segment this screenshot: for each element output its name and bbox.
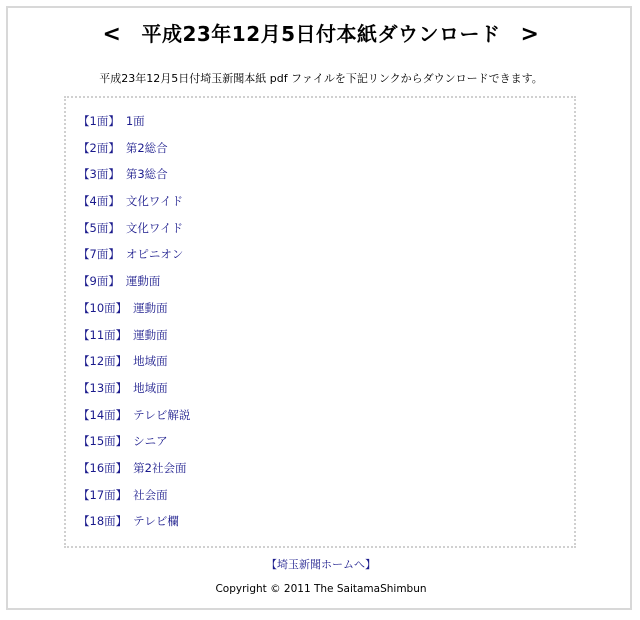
page-section: 運動面	[133, 300, 168, 315]
page-number: 【17面】	[78, 487, 128, 502]
intro-text: 平成23年12月5日付埼玉新聞本紙 pdf ファイルを下記リンクからダウンロードできます。	[99, 72, 543, 85]
page-number: 【12面】	[78, 354, 128, 369]
page-section: 運動面	[125, 274, 161, 289]
page-link[interactable]	[78, 488, 168, 502]
page-number: 【5面】	[78, 220, 120, 235]
page-link[interactable]	[78, 141, 168, 155]
list-item	[78, 459, 190, 486]
page-section: オピニオン	[125, 247, 184, 262]
page-number: 【15面】	[78, 434, 128, 449]
page-number: 【18面】	[78, 514, 128, 529]
page-link[interactable]	[78, 301, 168, 315]
download-list	[78, 112, 190, 539]
list-item	[78, 245, 190, 272]
list-item	[78, 219, 190, 246]
list-item	[78, 299, 190, 326]
page-title: 平成23年12月5日付本紙ダウンロード	[141, 22, 501, 46]
page-number: 【2面】	[78, 140, 120, 155]
page-section: 文化ワイド	[125, 194, 183, 209]
page-link[interactable]	[78, 194, 183, 208]
page-link[interactable]	[78, 514, 179, 528]
download-list-box	[64, 96, 576, 548]
page-section: 地域面	[133, 380, 168, 395]
list-item	[78, 406, 190, 433]
page-link[interactable]	[78, 328, 168, 342]
list-item	[78, 432, 190, 459]
page-link[interactable]	[78, 221, 183, 235]
page-number: 【3面】	[78, 167, 120, 182]
list-item	[78, 165, 190, 192]
list-item	[78, 512, 190, 539]
page-number: 【16面】	[78, 460, 128, 475]
page-section: テレビ欄	[133, 514, 179, 529]
list-item	[78, 112, 190, 139]
page-link[interactable]	[78, 381, 168, 395]
page-link[interactable]	[78, 461, 186, 475]
page-number: 【10面】	[78, 300, 128, 315]
page-number: 【4面】	[78, 194, 120, 209]
page-section: 地域面	[133, 354, 168, 369]
prev-arrow-link[interactable]: <	[102, 22, 122, 47]
page-link[interactable]	[78, 408, 190, 422]
page-section: 第3総合	[125, 167, 168, 182]
page-number: 【13面】	[78, 380, 128, 395]
list-item	[78, 326, 190, 353]
page-link[interactable]	[78, 167, 168, 181]
header	[8, 18, 634, 47]
home-link[interactable]: 【埼玉新聞ホームへ】	[266, 558, 376, 571]
page-link[interactable]	[78, 354, 168, 368]
page-number: 【11面】	[78, 327, 128, 342]
page-link[interactable]	[78, 247, 183, 261]
page-number: 【7面】	[78, 247, 120, 262]
page-section: 第2社会面	[133, 460, 187, 475]
next-arrow-link[interactable]: >	[520, 22, 540, 47]
page-number: 【14面】	[78, 407, 128, 422]
page-section: 運動面	[133, 327, 168, 342]
list-item	[78, 139, 190, 166]
page-section: シニア	[133, 434, 168, 449]
page-section: 文化ワイド	[125, 220, 183, 235]
copyright-text: Copyright © 2011 The SaitamaShimbun	[215, 583, 427, 595]
page-frame	[6, 6, 632, 610]
list-item	[78, 272, 190, 299]
list-item	[78, 486, 190, 513]
page-link[interactable]	[78, 274, 160, 288]
list-item	[78, 192, 190, 219]
page-link[interactable]	[78, 114, 145, 128]
page-section: 1面	[125, 114, 145, 128]
page-section: テレビ解説	[133, 407, 191, 422]
page-link[interactable]	[78, 434, 168, 448]
page-number: 【1面】	[78, 114, 120, 128]
page-section: 第2総合	[125, 140, 168, 155]
list-item	[78, 379, 190, 406]
page-section: 社会面	[133, 487, 168, 502]
list-item	[78, 352, 190, 379]
page-number: 【9面】	[78, 274, 120, 289]
home-link-row	[8, 556, 634, 572]
